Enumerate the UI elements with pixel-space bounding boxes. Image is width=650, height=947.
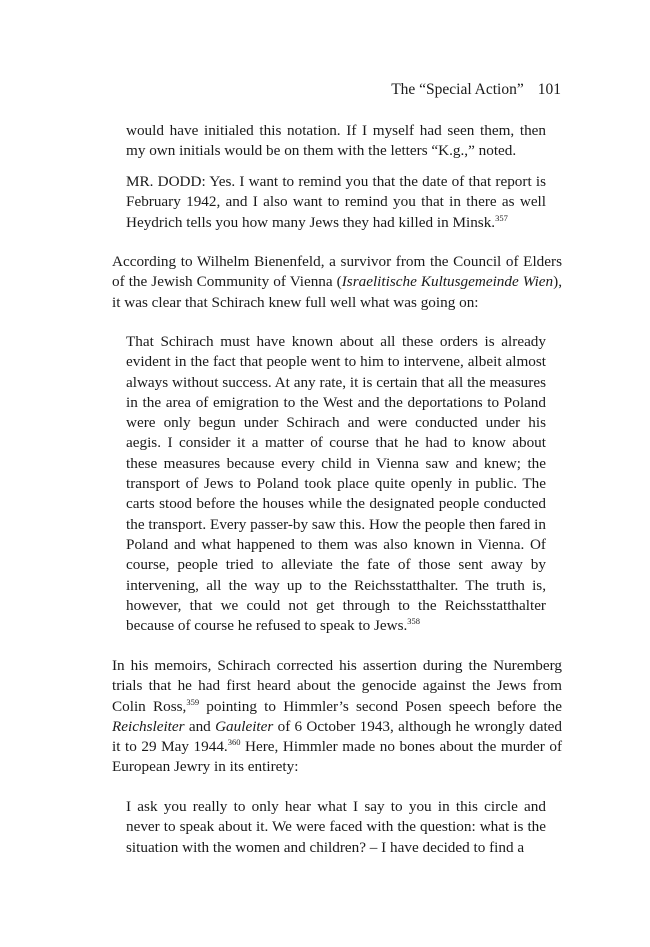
- paragraph-text: and: [184, 717, 216, 735]
- block-quote-dodd: [126, 172, 546, 233]
- body-paragraph-memoirs: [112, 656, 562, 778]
- running-title: The “Special Action”: [391, 81, 524, 98]
- quote-text: MR. DODD: Yes. I want to remind you that the date of that report is February 1942, and I also want to remind you that in there as well Heydrich tells you how many Jews they had killed in Minsk.: [126, 173, 546, 231]
- quote-text: That Schirach must have known about all these orders is already evident in the fact that people went to him to intervene, albeit almost always without success. At any rate, it is certain that all the measures in the area of emigration to the West and the deportations to Poland were only begun under Schirach and were conducted under his aegis. I consider it a matter of course that he had to know about these measures because every child in Vienna saw and knew; the transport of Jews to Poland took place quite openly in public. The carts stood before the houses while the designated people conducted the transport. Every passer-by saw this. How the people then fared in Poland and what happened to them was also known in Vienna. Of course, people tried to alleviate the fate of those sent away by intervening, all the way up to the Reichsstatthalter. The truth is, however, that we could not get through to the Reichsstatthalter because of course he refused to speak to Jews.: [126, 333, 546, 635]
- italic-term: Gauleiter: [215, 717, 274, 735]
- paragraph-text: Here, Himmler made no bones about the murder of European Jewry in its entirety:: [112, 738, 563, 776]
- paragraph-text: According to Wilhelm Bienenfeld, a survivor from the Council of Elders of the Jewish Community of Vienna (: [112, 253, 562, 291]
- paragraph-text: of 6 October 1943, although he wrongly dated it to 29 May 1944.: [112, 717, 562, 756]
- running-header: [391, 80, 561, 100]
- paragraph-text: pointing to Himmler’s second Posen speech before the: [199, 697, 562, 715]
- paragraph-text: ), it was clear that Schirach knew full well what was going on:: [112, 273, 562, 311]
- footnote-ref: 360: [227, 737, 241, 748]
- block-quote-himmler: [126, 797, 546, 858]
- italic-term: Reichsleiter: [112, 717, 185, 735]
- italic-term: Israelitische Kultusgemeinde Wien: [341, 273, 554, 291]
- quote-text: would have initialed this notation. If I myself had seen them, then my own initials would be on them with the letters “K.g.,” noted.: [126, 122, 546, 160]
- footnote-ref: 357: [495, 212, 508, 223]
- page-number: 101: [537, 81, 561, 98]
- footnote-ref: 358: [407, 616, 421, 627]
- block-quote-bienenfeld: [126, 332, 546, 636]
- footnote-ref: 359: [186, 696, 200, 707]
- block-quote-continuation: [126, 121, 546, 162]
- body-paragraph-bienenfeld: [112, 252, 562, 313]
- quote-text: I ask you really to only hear what I say to you in this circle and never to speak about it. We were faced with the question: what is the situation with the women and children? – I have decided to find a: [126, 798, 546, 856]
- paragraph-text: In his memoirs, Schirach corrected his assertion during the Nuremberg trials that he had first heard about the genocide against the Jews from Colin Ross,: [112, 657, 562, 715]
